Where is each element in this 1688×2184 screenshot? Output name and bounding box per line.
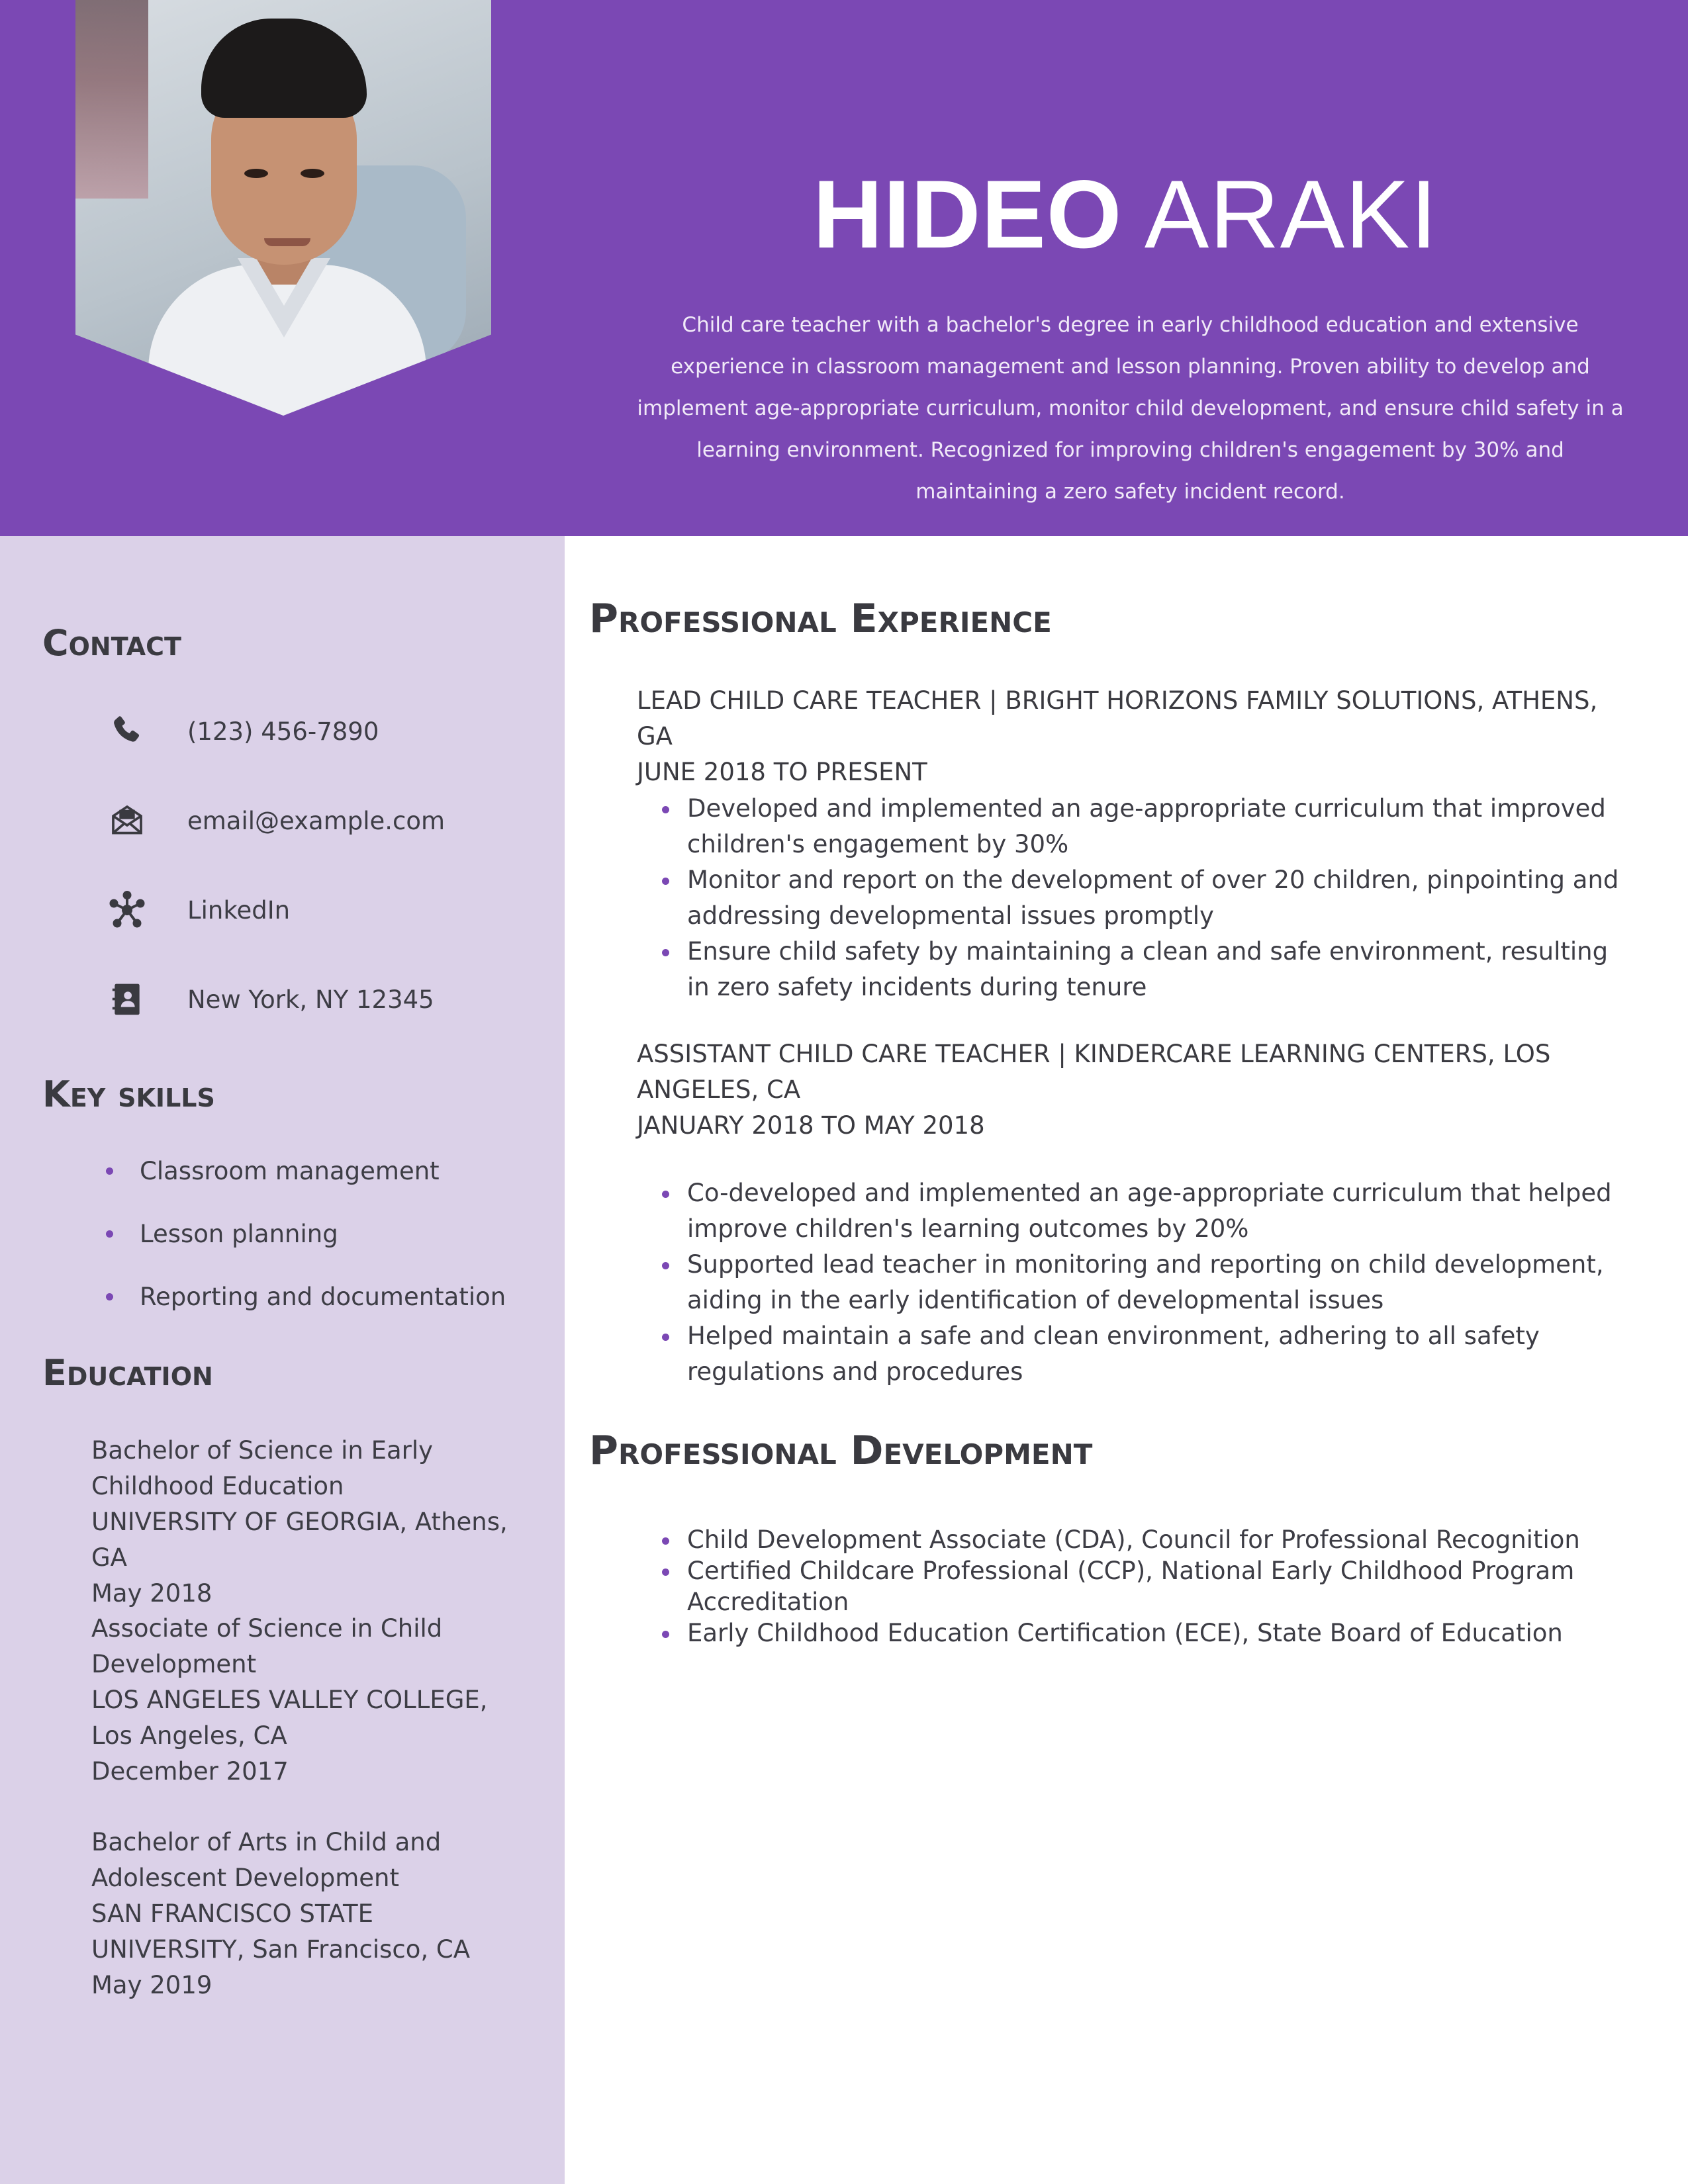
development-list — [662, 1524, 1635, 1649]
list-item: Certified Childcare Professional (CCP), National Early Childhood Program Accreditation — [662, 1555, 1635, 1617]
contact-email-text[interactable]: email@example.com — [187, 806, 445, 835]
job-title: ASSISTANT CHILD CARE TEACHER | KINDERCARE LEARNING CENTERS, LOS ANGELES, CA — [637, 1040, 1551, 1104]
skill-item: Lesson planning — [106, 1220, 338, 1248]
job-header — [637, 1036, 1630, 1144]
education-degree: Bachelor of Science in Early Childhood Education — [91, 1436, 434, 1500]
list-item: Supported lead teacher in monitoring and reporting on child development, aiding in the early identification of developmental issues — [662, 1247, 1635, 1318]
profile-photo — [75, 0, 491, 416]
job-dates: JANUARY 2018 TO MAY 2018 — [637, 1111, 985, 1140]
education-degree: Bachelor of Arts in Child and Adolescent Development — [91, 1828, 442, 1892]
header-banner — [0, 0, 1688, 536]
list-item: Ensure child safety by maintaining a clean and safe environment, resulting in zero safety incidents during tenure — [662, 934, 1635, 1005]
contact-email — [106, 797, 445, 844]
list-item: Early Childhood Education Certification (ECE), State Board of Education — [662, 1617, 1635, 1649]
list-item: Developed and implemented an age-appropriate curriculum that improved children's engagement by 30% — [662, 791, 1635, 862]
job-dates: JUNE 2018 TO PRESENT — [637, 758, 927, 786]
experience-heading: Professional Experience — [589, 596, 1052, 642]
phone-icon — [106, 710, 148, 752]
contact-heading: Contact — [42, 622, 181, 664]
education-date: May 2018 — [91, 1579, 212, 1608]
education-school: SAN FRANCISCO STATE UNIVERSITY, San Francisco, CA — [91, 1899, 471, 1964]
contact-phone-text[interactable]: (123) 456-7890 — [187, 717, 379, 746]
network-icon — [106, 889, 148, 931]
profile-summary: Child care teacher with a bachelor's degree in early childhood education and extensive experience in classroom management and lesson planning. Proven ability to develop and implement age-appropriate curriculum, monitor child development, and ensure child safety in a learning environment. Recognized for improving children's engagement by 30% and maintaining a zero safety incident record. — [637, 313, 1624, 504]
contact-phone — [106, 708, 379, 754]
contact-address — [106, 976, 434, 1023]
skill-item: Reporting and documentation — [106, 1283, 506, 1311]
job-header — [637, 683, 1630, 790]
contact-linkedin — [106, 887, 291, 933]
job-bullets — [662, 791, 1635, 1005]
education-entry — [91, 1433, 528, 1612]
skills-heading: Key skills — [42, 1073, 215, 1115]
education-heading: Education — [42, 1352, 213, 1394]
education-entry — [91, 1611, 528, 1790]
last-name: ARAKI — [1144, 160, 1438, 268]
development-heading: Professional Development — [589, 1428, 1093, 1474]
contact-address-text: New York, NY 12345 — [187, 985, 434, 1014]
education-degree: Associate of Science in Child Development — [91, 1614, 443, 1678]
contact-linkedin-text[interactable]: LinkedIn — [187, 895, 291, 925]
education-entry — [91, 1825, 528, 2003]
education-date: December 2017 — [91, 1757, 289, 1786]
list-item: Helped maintain a safe and clean environment, adhering to all safety regulations and procedures — [662, 1318, 1635, 1390]
candidate-name — [596, 159, 1655, 270]
job-bullets — [662, 1175, 1635, 1390]
education-school: UNIVERSITY OF GEORGIA, Athens, GA — [91, 1508, 508, 1572]
skill-item: Classroom management — [106, 1157, 440, 1185]
education-school: LOS ANGELES VALLEY COLLEGE, Los Angeles, CA — [91, 1686, 488, 1750]
job-title: LEAD CHILD CARE TEACHER | BRIGHT HORIZONS FAMILY SOLUTIONS, ATHENS, GA — [637, 686, 1598, 751]
first-name: HIDEO — [812, 160, 1123, 268]
envelope-icon — [106, 799, 148, 842]
list-item: Co-developed and implemented an age-appropriate curriculum that helped improve children's learning outcomes by 20% — [662, 1175, 1635, 1247]
list-item: Monitor and report on the development of over 20 children, pinpointing and addressing developmental issues promptly — [662, 862, 1635, 934]
education-date: May 2019 — [91, 1971, 212, 1999]
address-book-icon — [106, 978, 148, 1021]
list-item: Child Development Associate (CDA), Council for Professional Recognition — [662, 1524, 1635, 1555]
